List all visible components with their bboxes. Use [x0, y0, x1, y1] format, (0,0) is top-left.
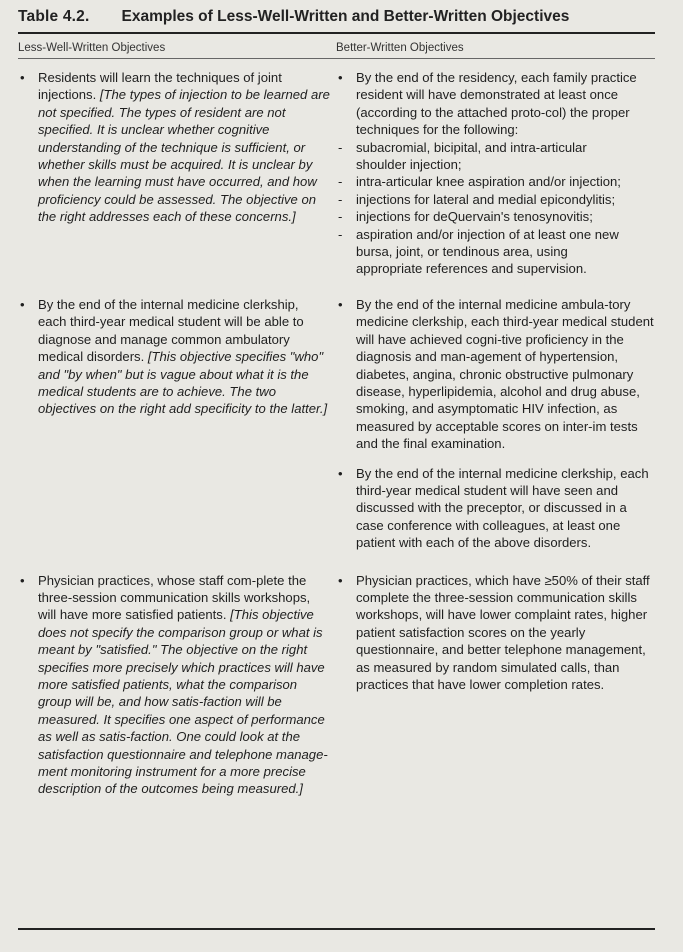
less-well-written-objective	[18, 69, 336, 226]
list-item-text: injections for lateral and medial epicondylitis;	[356, 191, 616, 207]
table-caption	[18, 6, 655, 26]
list-item	[336, 139, 635, 174]
right-cell	[336, 572, 655, 798]
list-item-text: intra-articular knee aspiration and/or injection;	[356, 174, 621, 190]
list-item	[336, 226, 635, 278]
list-item	[336, 191, 635, 208]
objective-critique: [The types of injection to be learned are not specified. The types of resident are not specified. It is unclear whether cognitive understanding of the technique is sufficient, or whether skills must be acquired. It is unclear by when the learning must have occurred, and how proficiency could be assessed. The objective on the right addresses each of these concerns.]	[38, 87, 330, 225]
objective-text: By the end of the internal medicine clerkship, each third-year medical student will have seen and discussed with the preceptor, or discussed in a case conference with colleagues, at least one patient with each of the above disorders.	[356, 465, 649, 551]
better-written-objective	[336, 69, 655, 278]
dash-icon: -	[338, 226, 343, 242]
table-row	[18, 572, 655, 798]
list-item	[336, 173, 635, 190]
objective-text: By the end of the internal medicine ambula-tory medicine clerkship, each third-year medical student will have achieved cogni-tive proficiency in the diagnosis and man-agement of hypertension, diabetes, angina, chronic obstructive pulmonary disease, hyperlipidemia, alcohol and drug abuse, smoking, and asymptomatic HIV infection, as measured by acceptable scores on inter-im tests and the final examination.	[356, 296, 654, 452]
right-cell	[336, 69, 655, 278]
bullet-icon: •	[338, 296, 343, 312]
list-item	[336, 208, 635, 225]
left-cell	[18, 69, 336, 278]
dash-icon: -	[338, 139, 343, 155]
objective-text: Residents will learn the techniques of joint injections.	[38, 70, 282, 103]
list-item-text: aspiration and/or injection of at least one new bursa, joint, or tendinous area, using appropriate references and supervision.	[356, 226, 619, 277]
objective-text: By the end of the residency, each family practice resident will have demonstrated at least once (according to the attached proto-col) the proper techniques for the following:	[356, 70, 637, 138]
right-column-header: Better-Written Objectives	[336, 42, 464, 54]
objective-critique: [This objective does not specify the comparison group or what is meant by "satisfied." The objective on the right specifies more precisely which practices will have more satisfied patients, what the comparison group will be, and how satis-faction will be measured. It specifies one aspect of performance as well as satis-faction. One could look at the satisfaction questionnaire and telephone manage-ment monitoring instrument for a more precise description of the outcomes being measured.]	[38, 607, 328, 797]
bullet-icon: •	[338, 572, 343, 588]
list-item-text: injections for deQuervain's tenosynovitis;	[356, 209, 593, 225]
dash-icon: -	[338, 191, 343, 207]
technique-list	[338, 139, 655, 278]
objective-critique: [This objective specifies "who" and "by when" but is vague about what it is the medical students are to achieve. The two objectives on the right add specificity to the latter.]	[38, 349, 328, 417]
left-column-header: Less-Well-Written Objectives	[18, 42, 166, 54]
dash-icon: -	[338, 174, 343, 190]
objective-text: Physician practices, whose staff com-plete the three-session communication skills workshops, will have more satisfied patients.	[38, 572, 311, 623]
right-cell	[336, 296, 655, 552]
better-written-objective	[336, 296, 655, 453]
list-item-text: subacromial, bicipital, and intra-articular shoulder injection;	[356, 139, 587, 173]
less-well-written-objective	[18, 296, 336, 418]
bullet-icon: •	[20, 70, 25, 85]
objective-text: Physician practices, which have ≥50% of their staff complete the three-session communication skills workshops, will have lower complaint rates, higher patient satisfaction scores on the yearly questionnaire, and better telephone management, as measured by random simulated calls, than practices that have lower completion rates.	[356, 572, 650, 692]
table-title: Examples of Less-Well-Written and Better-Written Objectives	[121, 8, 570, 25]
left-cell	[18, 296, 336, 552]
table-row	[18, 69, 655, 278]
column-headers	[18, 34, 655, 58]
less-well-written-objective	[18, 572, 336, 798]
bullet-icon: •	[20, 572, 25, 588]
better-written-objective	[336, 572, 655, 694]
objective-text: By the end of the internal medicine clerkship, each third-year medical student will be able to diagnose and manage common ambulatory medical disorders.	[38, 296, 304, 365]
bullet-icon: •	[338, 465, 343, 481]
bottom-rule	[18, 928, 655, 930]
header-rule	[18, 58, 655, 59]
better-written-objective	[336, 465, 655, 552]
bullet-icon: •	[338, 70, 343, 85]
dash-icon: -	[338, 209, 343, 225]
bullet-icon: •	[20, 296, 25, 312]
table-number: Table 4.2.	[18, 8, 90, 25]
table-row	[18, 296, 655, 552]
left-cell	[18, 572, 336, 798]
